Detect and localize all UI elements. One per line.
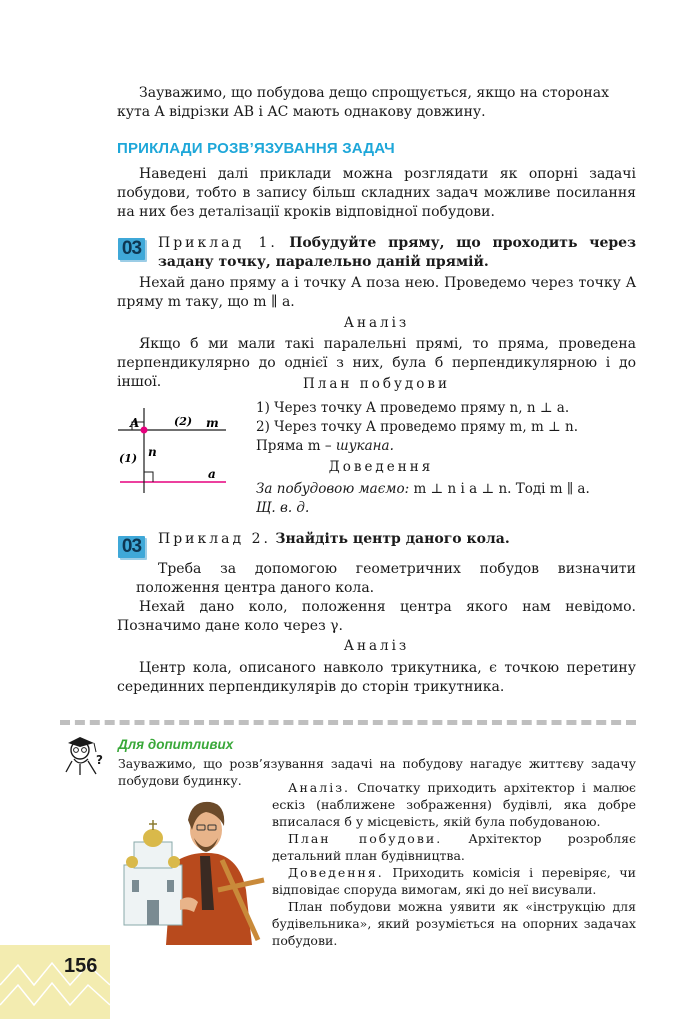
intro-line-1: Зауважимо, що побудова дещо спрощується, якщо на сторонах [139,85,609,101]
intro-paragraph [117,84,636,122]
example1-analysis-text: Якщо б ми мали такі паралельні прямі, то пряма, проведена перпендикулярно до однієї з них, була б перпендикулярною і до іншої. [117,336,636,390]
curious-reader-icon [60,734,104,776]
example2-label: Приклад 2. [158,531,271,547]
sidebar-body [272,779,636,949]
intro-line-2: кута A відрізки AB і AC мають однакову довжину. [117,104,486,120]
example2-paragraph-1: Треба за допомогою геометричних побудов визначити положення центра даного кола. [136,561,636,596]
label-n: n [148,445,157,459]
proof-qed: Щ. в. д. [256,500,310,516]
svg-text:?: ? [96,753,103,767]
parallel-lines-figure [118,398,228,498]
example1-label: Приклад 1. [158,235,278,251]
plan-result [256,437,636,456]
example1-steps [256,399,636,456]
sidebar-paragraph-proof [272,864,636,898]
label-a: a [208,467,216,481]
sidebar-proof-text: Приходить комісія і перевіряє, чи відповідає споруда вимогам, які до неї висували. [272,865,636,897]
plan-step-1: 1) Через точку A проведемо пряму n, n ⊥ a. [256,400,570,416]
sidebar-analysis-label: Аналіз. [288,780,350,795]
label-m: m [206,416,219,430]
section-heading: ПРИКЛАДИ РОЗВ’ЯЗУВАННЯ ЗАДАЧ [117,140,395,157]
sidebar-analysis-text: Спочатку приходить архітектор і малює ескіз (наближене зображення) будівлі, яка добре вписалася б у місцевість, якій була побудованою. [272,780,636,829]
page-number: 156 [64,955,98,977]
example2-paragraph-2: Нехай дано коло, положення центра якого нам невідомо. Позначимо дане коло через γ. [117,599,636,634]
example1-plan-title: План побудови [303,376,450,392]
example1-proof [256,480,636,518]
label-step-1: (1) [119,452,138,465]
label-A: A [130,416,140,430]
example2-header [158,530,636,549]
example1-proof-title: Доведення [328,459,434,475]
right-angle-mark-a [144,472,153,482]
plan-result-prefix: Пряма m – [256,438,336,454]
section-divider [60,720,636,725]
sidebar-proof-label: Доведення. [288,865,384,880]
example1-given: Нехай дано пряму a і точку A поза нею. Проведемо через точку A пряму m таку, що m ∥ a. [117,275,636,310]
plan-step-2: 2) Через точку A проведемо пряму m, m ⊥ n. [256,419,579,435]
example1-task: Побудуйте пряму, що проходить через задану точку, паралельно даній прямій. [158,235,637,270]
sidebar-paragraph-analysis [272,779,636,830]
example2-analysis-title: Аналіз [343,638,410,654]
sidebar-title: Для допитливих [118,737,234,752]
plan-result-word: шукана. [335,438,394,454]
proof-text: m ⊥ n і a ⊥ n. Тоді m ∥ a. [413,481,590,497]
label-step-2: (2) [174,415,193,428]
example2-analysis-text: Центр кола, описаного навколо трикутника, є точкою перетину серединних перпендикулярів до сторін трикутника. [117,660,636,695]
task-badge-2: 03 [118,536,145,558]
sidebar-paragraph-instruction: План побудови можна уявити як «інструкцію для будівельника», який розуміється на опорних задачах побудови. [272,899,636,948]
example2-task: Знайдіть центр даного кола. [275,531,510,547]
task-badge-1: 03 [118,238,145,260]
example1-analysis-title: Аналіз [343,315,410,331]
sidebar-intro: Зауважимо, що розв’язування задачі на побудову нагадує життєву задачу побудови будинку. [118,756,636,788]
proof-line [256,480,636,499]
proof-prefix: За побудовою маємо: [256,481,414,497]
architect-illustration [118,790,268,945]
section-intro: Наведені далі приклади можна розглядати як опорні задачі побудови, тобто в запису більш складних задач можливе посилання на них без деталізації кроків відповідної побудови. [117,166,636,220]
sidebar-plan-text: Архітектор розробляє детальний план будівництва. [272,831,636,863]
sidebar-paragraph-plan [272,830,636,864]
point-A [141,427,148,434]
sidebar-plan-label: План побудови. [288,831,443,846]
example1-header [158,234,636,272]
